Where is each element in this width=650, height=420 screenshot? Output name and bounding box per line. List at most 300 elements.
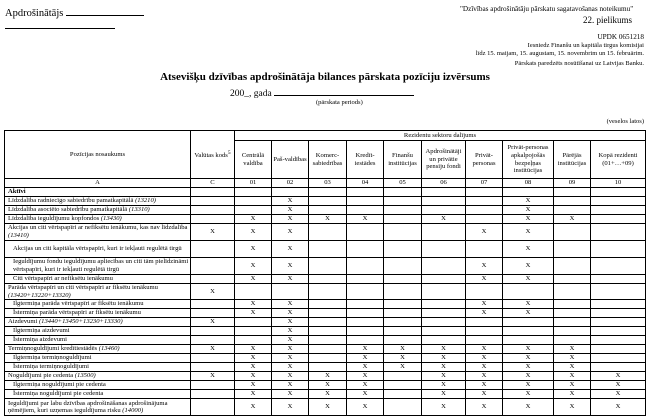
regulation-title: "Dzīvības apdrošinātāju pārskatu sagatavošanas noteikumu" bbox=[460, 5, 634, 13]
sector-cell[interactable] bbox=[503, 327, 554, 336]
sector-cell[interactable] bbox=[347, 275, 384, 284]
row-code: (13460) bbox=[98, 345, 120, 353]
sector-cell[interactable]: X bbox=[503, 354, 554, 363]
column-code: 03 bbox=[309, 179, 347, 188]
sector-cell[interactable] bbox=[422, 284, 466, 300]
sector-cell[interactable] bbox=[309, 354, 347, 363]
sector-cell[interactable]: X bbox=[466, 381, 503, 390]
sector-cell[interactable]: X bbox=[235, 390, 272, 399]
sector-cell[interactable] bbox=[235, 336, 272, 345]
section-title: Aktīvi bbox=[5, 188, 191, 197]
table-row bbox=[5, 336, 646, 345]
table-row bbox=[5, 390, 646, 399]
sector-cell[interactable] bbox=[591, 215, 646, 224]
column-code: 02 bbox=[272, 179, 309, 188]
sector-cell[interactable] bbox=[384, 215, 422, 224]
sector-cell[interactable]: X bbox=[466, 399, 503, 416]
sector-cell[interactable] bbox=[347, 197, 384, 206]
sector-cell[interactable] bbox=[591, 354, 646, 363]
sector-cell[interactable] bbox=[309, 309, 347, 318]
sector-cell[interactable] bbox=[466, 197, 503, 206]
table-row bbox=[5, 354, 646, 363]
sector-cell[interactable]: X bbox=[309, 381, 347, 390]
sector-cell[interactable] bbox=[554, 327, 591, 336]
table-row bbox=[5, 372, 646, 381]
sector-cell[interactable] bbox=[422, 309, 466, 318]
sector-cell[interactable] bbox=[309, 318, 347, 327]
empty-cell bbox=[503, 188, 554, 197]
sector-cell[interactable]: X bbox=[422, 354, 466, 363]
sector-cell[interactable]: X bbox=[466, 372, 503, 381]
sector-cell[interactable]: X bbox=[503, 399, 554, 416]
sector-cell[interactable]: X bbox=[503, 309, 554, 318]
sector-cell[interactable]: X bbox=[309, 399, 347, 416]
sector-cell[interactable] bbox=[347, 206, 384, 215]
sector-cell[interactable]: X bbox=[384, 354, 422, 363]
table-row bbox=[5, 241, 646, 258]
sector-cell[interactable]: X bbox=[235, 372, 272, 381]
sector-cell[interactable]: X bbox=[235, 309, 272, 318]
empty-cell bbox=[466, 188, 503, 197]
annex-number: 22. pielikums bbox=[583, 15, 632, 25]
balance-table bbox=[4, 130, 646, 416]
sector-cell[interactable]: X bbox=[422, 372, 466, 381]
sector-cell[interactable]: X bbox=[272, 354, 309, 363]
sector-cell[interactable] bbox=[347, 327, 384, 336]
sector-cell[interactable] bbox=[309, 336, 347, 345]
sector-cell[interactable]: X bbox=[422, 390, 466, 399]
currency-cell[interactable]: X bbox=[191, 224, 235, 241]
insurer-field bbox=[5, 6, 144, 19]
sector-cell[interactable]: X bbox=[347, 215, 384, 224]
sector-cell[interactable]: X bbox=[503, 345, 554, 354]
sector-cell[interactable]: X bbox=[503, 197, 554, 206]
sector-cell[interactable] bbox=[591, 309, 646, 318]
row-label: Īstermiņa parāda vērtspapīri ar fiksētu ienākumu bbox=[5, 309, 191, 318]
sector-cell[interactable] bbox=[591, 197, 646, 206]
sector-cell[interactable] bbox=[384, 300, 422, 309]
sector-cell[interactable] bbox=[347, 309, 384, 318]
sector-cell[interactable] bbox=[591, 275, 646, 284]
currency-cell[interactable]: X bbox=[191, 345, 235, 354]
table-row bbox=[5, 215, 646, 224]
sector-cell[interactable] bbox=[503, 284, 554, 300]
sector-header: Paš-valdības bbox=[272, 141, 309, 179]
sector-cell[interactable] bbox=[422, 300, 466, 309]
sector-cell[interactable] bbox=[384, 309, 422, 318]
sector-cell[interactable] bbox=[422, 206, 466, 215]
row-code: (13430) bbox=[100, 215, 122, 223]
table-row bbox=[5, 399, 646, 416]
sector-cell[interactable] bbox=[309, 258, 347, 275]
sector-cell[interactable] bbox=[235, 318, 272, 327]
page-title: Atsevišķu dzīvības apdrošinātāja bilances pārskata pozīciju izvērsums bbox=[160, 71, 490, 83]
sector-cell[interactable]: X bbox=[591, 399, 646, 416]
sector-cell[interactable]: X bbox=[347, 354, 384, 363]
sector-cell[interactable]: X bbox=[235, 345, 272, 354]
sector-cell[interactable]: X bbox=[422, 399, 466, 416]
sector-cell[interactable] bbox=[309, 197, 347, 206]
sector-cell[interactable] bbox=[554, 206, 591, 215]
currency-cell[interactable] bbox=[191, 197, 235, 206]
currency-cell[interactable] bbox=[191, 300, 235, 309]
sector-cell[interactable] bbox=[591, 258, 646, 275]
sector-cell[interactable]: X bbox=[554, 363, 591, 372]
sector-cell[interactable] bbox=[309, 284, 347, 300]
sector-cell[interactable]: X bbox=[235, 363, 272, 372]
insurer-blank[interactable] bbox=[66, 6, 144, 16]
sector-cell[interactable]: X bbox=[272, 258, 309, 275]
sector-cell[interactable] bbox=[235, 327, 272, 336]
sector-cell[interactable] bbox=[554, 224, 591, 241]
col-name-header: Pozīcijas nosaukums bbox=[5, 131, 191, 179]
units-note: (veselos latos) bbox=[606, 118, 644, 125]
sector-cell[interactable]: X bbox=[503, 390, 554, 399]
table-row bbox=[5, 327, 646, 336]
row-label: Akcijas un citi kapitāla vērtspapīri, kuri ir iekļauti regulētā tirgū bbox=[5, 241, 191, 258]
sector-cell[interactable]: X bbox=[235, 300, 272, 309]
sector-cell[interactable] bbox=[554, 197, 591, 206]
row-label: Citi vērtspapīri ar nefiksētu ienākumu bbox=[5, 275, 191, 284]
sector-cell[interactable] bbox=[384, 241, 422, 258]
sector-cell[interactable] bbox=[384, 275, 422, 284]
sector-cell[interactable]: X bbox=[503, 241, 554, 258]
sector-cell[interactable]: X bbox=[235, 224, 272, 241]
sector-header: Pārējās institūcijas bbox=[554, 141, 591, 179]
currency-cell[interactable] bbox=[191, 336, 235, 345]
sector-cell[interactable] bbox=[384, 372, 422, 381]
sector-cell[interactable]: X bbox=[466, 224, 503, 241]
sector-cell[interactable]: X bbox=[309, 215, 347, 224]
column-code: 05 bbox=[384, 179, 422, 188]
currency-cell[interactable] bbox=[191, 390, 235, 399]
sector-cell[interactable]: X bbox=[347, 372, 384, 381]
column-code: 01 bbox=[235, 179, 272, 188]
currency-cell[interactable] bbox=[191, 354, 235, 363]
sector-header: Privāt-personas bbox=[466, 141, 503, 179]
sector-cell[interactable] bbox=[554, 336, 591, 345]
sector-cell[interactable] bbox=[309, 345, 347, 354]
row-code: (13500) bbox=[74, 372, 96, 380]
insurer-blank-2[interactable] bbox=[5, 28, 115, 29]
sector-cell[interactable]: X bbox=[503, 372, 554, 381]
column-code: 06 bbox=[422, 179, 466, 188]
sector-cell[interactable] bbox=[384, 284, 422, 300]
sector-cell[interactable]: X bbox=[272, 215, 309, 224]
currency-cell[interactable]: X bbox=[191, 372, 235, 381]
sector-cell[interactable] bbox=[591, 206, 646, 215]
currency-cell[interactable]: X bbox=[191, 284, 235, 300]
sector-cell[interactable] bbox=[554, 241, 591, 258]
currency-cell[interactable] bbox=[191, 241, 235, 258]
sector-cell[interactable]: X bbox=[503, 363, 554, 372]
sector-cell[interactable]: X bbox=[272, 206, 309, 215]
currency-cell[interactable] bbox=[191, 327, 235, 336]
sector-cell[interactable] bbox=[235, 284, 272, 300]
row-label: Akcijas un citi vērtspapīri ar nefiksētu ienākumu, kas nav līdzdalība (13410) bbox=[5, 224, 191, 241]
column-code: 08 bbox=[503, 179, 554, 188]
sector-cell[interactable]: X bbox=[591, 390, 646, 399]
table-row bbox=[5, 284, 646, 300]
row-label: Parāda vērtspapīri un citi vērtspapīri ar fiksētu ienākumu (13420+13220+13320) bbox=[5, 284, 191, 300]
sector-cell[interactable] bbox=[554, 284, 591, 300]
sector-cell[interactable]: X bbox=[503, 381, 554, 390]
sector-cell[interactable] bbox=[422, 327, 466, 336]
table-row bbox=[5, 197, 646, 206]
sector-cell[interactable] bbox=[384, 224, 422, 241]
sector-cell[interactable]: X bbox=[309, 372, 347, 381]
sector-cell[interactable]: X bbox=[235, 241, 272, 258]
sector-cell[interactable]: X bbox=[347, 345, 384, 354]
sector-cell[interactable] bbox=[347, 336, 384, 345]
currency-cell[interactable] bbox=[191, 275, 235, 284]
sector-cell[interactable] bbox=[591, 327, 646, 336]
sector-cell[interactable]: X bbox=[554, 390, 591, 399]
sector-cell[interactable] bbox=[466, 215, 503, 224]
sector-cell[interactable]: X bbox=[503, 275, 554, 284]
sector-cell[interactable] bbox=[591, 224, 646, 241]
currency-cell[interactable] bbox=[191, 206, 235, 215]
sector-cell[interactable]: X bbox=[554, 354, 591, 363]
period-year: 200_, gada bbox=[230, 89, 272, 99]
sector-cell[interactable] bbox=[503, 318, 554, 327]
row-label: Termiņnoguldījumi kredītiestādēs (13460) bbox=[5, 345, 191, 354]
sector-cell[interactable] bbox=[466, 241, 503, 258]
currency-cell[interactable] bbox=[191, 258, 235, 275]
row-label: Aizdevumi (13440+13450+13230+13330) bbox=[5, 318, 191, 327]
col-currency-header: Valūtas kods$^5$ bbox=[191, 131, 235, 179]
group-header: Rezidentu sektoru dalījums bbox=[235, 131, 646, 141]
sector-cell[interactable]: X bbox=[272, 275, 309, 284]
sector-cell[interactable] bbox=[554, 309, 591, 318]
row-label: Līdzdalība asociēto sabiedrību pamatkapitālā (13310) bbox=[5, 206, 191, 215]
sector-cell[interactable] bbox=[384, 318, 422, 327]
period-caption: (pārskata periods) bbox=[316, 99, 363, 106]
column-code: C bbox=[191, 179, 235, 188]
sector-cell[interactable] bbox=[235, 206, 272, 215]
sector-cell[interactable] bbox=[554, 318, 591, 327]
table-row bbox=[5, 206, 646, 215]
sector-cell[interactable] bbox=[466, 284, 503, 300]
sector-cell[interactable]: X bbox=[347, 390, 384, 399]
sector-cell[interactable] bbox=[591, 363, 646, 372]
sector-cell[interactable] bbox=[591, 300, 646, 309]
sector-cell[interactable] bbox=[591, 318, 646, 327]
sector-cell[interactable]: X bbox=[422, 363, 466, 372]
sector-cell[interactable]: X bbox=[309, 390, 347, 399]
sector-cell[interactable] bbox=[422, 336, 466, 345]
sector-cell[interactable] bbox=[591, 345, 646, 354]
footnote-mark: 5 bbox=[227, 149, 231, 156]
sector-cell[interactable] bbox=[554, 300, 591, 309]
sector-cell[interactable]: X bbox=[466, 354, 503, 363]
sector-cell[interactable] bbox=[272, 284, 309, 300]
sector-cell[interactable]: X bbox=[466, 390, 503, 399]
sector-cell[interactable]: X bbox=[272, 336, 309, 345]
sector-cell[interactable]: X bbox=[554, 215, 591, 224]
sector-cell[interactable] bbox=[384, 381, 422, 390]
sector-cell[interactable] bbox=[466, 327, 503, 336]
sector-cell[interactable]: X bbox=[235, 215, 272, 224]
sector-cell[interactable] bbox=[422, 224, 466, 241]
sector-cell[interactable]: X bbox=[503, 215, 554, 224]
sector-cell[interactable]: X bbox=[272, 372, 309, 381]
row-code: (13410) bbox=[8, 232, 29, 239]
row-label: Īstermiņa termiņnoguldījumi bbox=[5, 363, 191, 372]
currency-cell[interactable] bbox=[191, 399, 235, 416]
sector-cell[interactable] bbox=[347, 300, 384, 309]
sector-cell[interactable] bbox=[384, 258, 422, 275]
column-code: 04 bbox=[347, 179, 384, 188]
sector-cell[interactable] bbox=[347, 284, 384, 300]
sector-cell[interactable] bbox=[309, 241, 347, 258]
table-row bbox=[5, 381, 646, 390]
sector-cell[interactable] bbox=[309, 363, 347, 372]
sector-cell[interactable] bbox=[554, 275, 591, 284]
sector-cell[interactable] bbox=[422, 318, 466, 327]
empty-cell bbox=[235, 188, 272, 197]
sector-cell[interactable]: X bbox=[272, 381, 309, 390]
insurer-label: Apdrošinātājs bbox=[5, 8, 64, 19]
sector-cell[interactable]: X bbox=[503, 206, 554, 215]
currency-cell[interactable]: X bbox=[191, 318, 235, 327]
sector-cell[interactable]: X bbox=[235, 399, 272, 416]
table-row bbox=[5, 300, 646, 309]
sector-cell[interactable]: X bbox=[554, 372, 591, 381]
row-code: (13440+13450+13230+13330) bbox=[38, 318, 123, 326]
empty-cell bbox=[347, 188, 384, 197]
sector-header: Centrālā valdība bbox=[235, 141, 272, 179]
column-code: 09 bbox=[554, 179, 591, 188]
sector-cell[interactable] bbox=[554, 258, 591, 275]
sector-cell[interactable] bbox=[309, 206, 347, 215]
sector-cell[interactable]: X bbox=[347, 399, 384, 416]
sector-cell[interactable]: X bbox=[272, 309, 309, 318]
row-label: Ieguldījumi par labu dzīvības apdrošināšanas apdrošinājuma ņēmējiem, kuri uzņemas ieguldījuma risku (14000) bbox=[5, 399, 191, 416]
row-label: Ilgtermiņa termiņnoguldījumi bbox=[5, 354, 191, 363]
sector-cell[interactable]: X bbox=[272, 224, 309, 241]
sector-cell[interactable]: X bbox=[347, 381, 384, 390]
sector-cell[interactable]: X bbox=[235, 354, 272, 363]
sector-cell[interactable]: X bbox=[466, 363, 503, 372]
sector-cell[interactable] bbox=[309, 327, 347, 336]
table-row bbox=[5, 275, 646, 284]
sector-cell[interactable]: X bbox=[272, 345, 309, 354]
empty-cell bbox=[384, 188, 422, 197]
sector-cell[interactable] bbox=[466, 336, 503, 345]
row-label: Ilgtermiņa aizdevumi bbox=[5, 327, 191, 336]
sector-cell[interactable]: X bbox=[384, 363, 422, 372]
sector-cell[interactable]: X bbox=[272, 241, 309, 258]
sector-cell[interactable]: X bbox=[466, 300, 503, 309]
sector-cell[interactable]: X bbox=[554, 399, 591, 416]
sector-cell[interactable]: X bbox=[235, 258, 272, 275]
sector-header: Komerc-sabiedrības bbox=[309, 141, 347, 179]
currency-cell[interactable] bbox=[191, 309, 235, 318]
sector-cell[interactable]: X bbox=[466, 258, 503, 275]
row-label: Ilgtermiņa noguldījumi pie cedenta bbox=[5, 381, 191, 390]
sector-cell[interactable]: X bbox=[466, 345, 503, 354]
row-code: (13210) bbox=[135, 197, 156, 205]
sector-cell[interactable] bbox=[503, 336, 554, 345]
sector-cell[interactable] bbox=[235, 197, 272, 206]
sector-cell[interactable] bbox=[347, 318, 384, 327]
sector-cell[interactable] bbox=[384, 390, 422, 399]
sector-cell[interactable]: X bbox=[422, 345, 466, 354]
sector-cell[interactable] bbox=[347, 241, 384, 258]
sector-cell[interactable] bbox=[384, 327, 422, 336]
sector-cell[interactable]: X bbox=[272, 318, 309, 327]
sector-cell[interactable] bbox=[422, 275, 466, 284]
sector-cell[interactable]: X bbox=[384, 345, 422, 354]
sector-cell[interactable]: X bbox=[554, 381, 591, 390]
currency-cell[interactable] bbox=[191, 363, 235, 372]
sector-cell[interactable]: X bbox=[272, 300, 309, 309]
sector-cell[interactable] bbox=[422, 197, 466, 206]
sector-cell[interactable] bbox=[309, 224, 347, 241]
empty-cell bbox=[272, 188, 309, 197]
sector-cell[interactable] bbox=[591, 336, 646, 345]
table-row bbox=[5, 224, 646, 241]
sector-cell[interactable]: X bbox=[591, 381, 646, 390]
sector-cell[interactable]: X bbox=[347, 363, 384, 372]
sector-cell[interactable] bbox=[347, 258, 384, 275]
sector-cell[interactable]: X bbox=[422, 215, 466, 224]
sector-cell[interactable]: X bbox=[591, 372, 646, 381]
sector-cell[interactable] bbox=[591, 284, 646, 300]
table-row bbox=[5, 258, 646, 275]
sector-cell[interactable]: X bbox=[554, 345, 591, 354]
sector-cell[interactable] bbox=[422, 241, 466, 258]
currency-cell[interactable] bbox=[191, 381, 235, 390]
sector-cell[interactable] bbox=[591, 241, 646, 258]
row-label: Īstermiņa noguldījumi pie cedenta bbox=[5, 390, 191, 399]
sector-cell[interactable]: X bbox=[503, 300, 554, 309]
sector-cell[interactable] bbox=[466, 318, 503, 327]
sector-cell[interactable]: X bbox=[503, 224, 554, 241]
sector-cell[interactable]: X bbox=[503, 258, 554, 275]
sector-cell[interactable]: X bbox=[272, 363, 309, 372]
sector-cell[interactable] bbox=[466, 206, 503, 215]
sector-cell[interactable]: X bbox=[272, 399, 309, 416]
table-row bbox=[5, 363, 646, 372]
sector-cell[interactable] bbox=[347, 224, 384, 241]
sector-cell[interactable] bbox=[384, 206, 422, 215]
empty-cell bbox=[309, 188, 347, 197]
currency-cell[interactable] bbox=[191, 215, 235, 224]
sector-cell[interactable]: X bbox=[466, 275, 503, 284]
sector-header: Kredīt-iestādes bbox=[347, 141, 384, 179]
sector-cell[interactable] bbox=[309, 300, 347, 309]
sector-cell[interactable]: X bbox=[466, 309, 503, 318]
sector-cell[interactable]: X bbox=[272, 327, 309, 336]
sector-cell[interactable]: X bbox=[422, 381, 466, 390]
sector-cell[interactable]: X bbox=[272, 390, 309, 399]
sector-cell[interactable]: X bbox=[272, 197, 309, 206]
row-code: (13310) bbox=[128, 206, 150, 214]
sector-cell[interactable] bbox=[422, 258, 466, 275]
sector-cell[interactable]: X bbox=[235, 381, 272, 390]
sector-cell[interactable] bbox=[384, 336, 422, 345]
table-row bbox=[5, 309, 646, 318]
sector-cell[interactable]: X bbox=[235, 275, 272, 284]
period-blank[interactable] bbox=[274, 87, 414, 96]
sector-cell[interactable] bbox=[384, 399, 422, 416]
sector-cell[interactable] bbox=[309, 275, 347, 284]
sector-cell[interactable] bbox=[384, 197, 422, 206]
period-field bbox=[230, 87, 414, 99]
submit-line: Iesniedz Finanšu un kapitāla tirgus komisijai bbox=[527, 42, 644, 49]
